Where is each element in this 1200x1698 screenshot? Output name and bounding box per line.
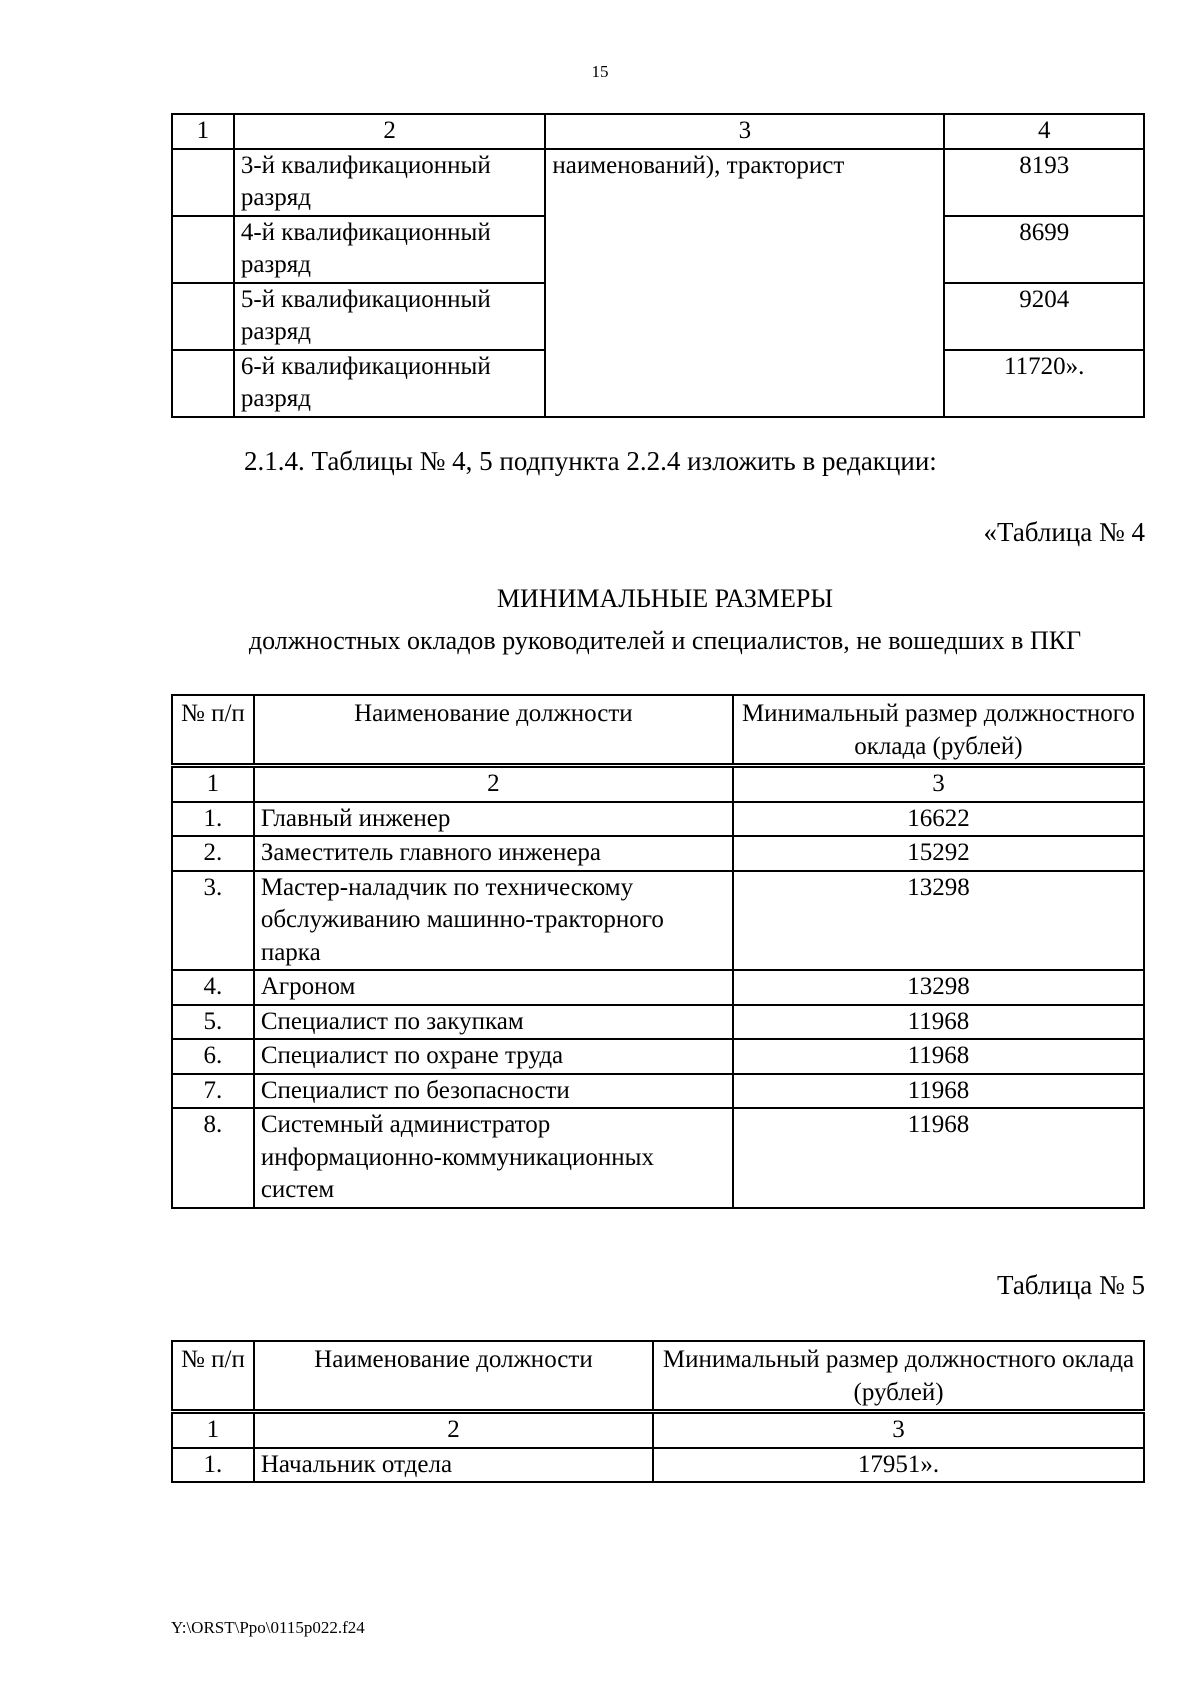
table-row bbox=[172, 970, 1144, 1005]
salary-amount: 13298 bbox=[733, 871, 1144, 971]
salary-amount: 11968 bbox=[733, 1074, 1144, 1109]
position-name: Начальник отдела bbox=[254, 1448, 653, 1483]
column-numbers-row bbox=[172, 1412, 1144, 1448]
column-number: 1 bbox=[172, 766, 254, 802]
position-name: Заместитель главного инженера bbox=[254, 836, 733, 871]
table-row bbox=[172, 1005, 1144, 1040]
row-number: 4. bbox=[172, 970, 254, 1005]
table-5-minimum-salaries bbox=[171, 1340, 1145, 1483]
header-number: № п/п bbox=[172, 695, 254, 766]
column-number: 1 bbox=[172, 114, 234, 149]
salary-amount: 8193 bbox=[944, 149, 1144, 216]
position-name: Мастер-наладчик по техническому обслуживанию машинно-тракторного парка bbox=[254, 871, 733, 971]
row-number: 6. bbox=[172, 1039, 254, 1074]
salary-amount: 9204 bbox=[944, 283, 1144, 350]
table-row bbox=[172, 149, 1144, 216]
column-number: 1 bbox=[172, 1412, 254, 1448]
table-row bbox=[172, 1039, 1144, 1074]
table-row bbox=[172, 1074, 1144, 1109]
row-number: 8. bbox=[172, 1108, 254, 1208]
header-number: № п/п bbox=[172, 1341, 254, 1412]
row-number-cell bbox=[172, 350, 234, 417]
occupation-continuation: наименований), тракторист bbox=[545, 149, 944, 417]
row-number: 1. bbox=[172, 802, 254, 837]
qualification-level: 5-й квалификационный разряд bbox=[234, 283, 546, 350]
position-name: Специалист по безопасности bbox=[254, 1074, 733, 1109]
column-numbers-row bbox=[172, 766, 1144, 802]
column-number: 4 bbox=[944, 114, 1144, 149]
table-4-label: «Таблица № 4 bbox=[983, 517, 1145, 547]
column-number: 2 bbox=[254, 1412, 653, 1448]
salary-amount: 8699 bbox=[944, 216, 1144, 283]
salary-amount: 11720». bbox=[944, 350, 1144, 417]
row-number-cell bbox=[172, 283, 234, 350]
header-position-name: Наименование должности bbox=[254, 695, 733, 766]
column-number: 3 bbox=[733, 766, 1144, 802]
row-number: 5. bbox=[172, 1005, 254, 1040]
qualification-level: 3-й квалификационный разряд bbox=[234, 149, 546, 216]
table-row bbox=[172, 802, 1144, 837]
salary-amount: 11968 bbox=[733, 1005, 1144, 1040]
position-name: Системный администратор информационно-коммуникационных систем bbox=[254, 1108, 733, 1208]
table-row bbox=[172, 836, 1144, 871]
amendment-paragraph: 2.1.4. Таблицы № 4, 5 подпункта 2.2.4 изложить в редакции: bbox=[244, 446, 937, 476]
row-number: 1. bbox=[172, 1448, 254, 1483]
continued-salary-table bbox=[171, 113, 1145, 418]
column-number: 3 bbox=[653, 1412, 1144, 1448]
table-row bbox=[172, 871, 1144, 971]
table-header-row bbox=[172, 695, 1144, 766]
salary-amount: 17951». bbox=[653, 1448, 1144, 1483]
table-row bbox=[172, 1448, 1144, 1483]
table-5-label: Таблица № 5 bbox=[997, 1270, 1145, 1300]
salary-amount: 16622 bbox=[733, 802, 1144, 837]
position-name: Главный инженер bbox=[254, 802, 733, 837]
qualification-level: 6-й квалификационный разряд bbox=[234, 350, 546, 417]
salary-amount: 15292 bbox=[733, 836, 1144, 871]
salary-amount: 11968 bbox=[733, 1039, 1144, 1074]
column-number: 3 bbox=[545, 114, 944, 149]
table-header-row bbox=[172, 114, 1144, 149]
row-number: 2. bbox=[172, 836, 254, 871]
position-name: Специалист по охране труда bbox=[254, 1039, 733, 1074]
header-salary: Минимальный размер должностного оклада (рублей) bbox=[733, 695, 1144, 766]
salary-amount: 13298 bbox=[733, 970, 1144, 1005]
row-number-cell bbox=[172, 149, 234, 216]
table-row bbox=[172, 1108, 1144, 1208]
header-salary: Минимальный размер должностного оклада (рублей) bbox=[653, 1341, 1144, 1412]
header-position-name: Наименование должности bbox=[254, 1341, 653, 1412]
row-number: 7. bbox=[172, 1074, 254, 1109]
position-name: Агроном bbox=[254, 970, 733, 1005]
row-number-cell bbox=[172, 216, 234, 283]
table-header-row bbox=[172, 1341, 1144, 1412]
row-number: 3. bbox=[172, 871, 254, 971]
column-number: 2 bbox=[254, 766, 733, 802]
position-name: Специалист по закупкам bbox=[254, 1005, 733, 1040]
file-path-footer: Y:\ORST\Ppo\0115p022.f24 bbox=[171, 1618, 365, 1637]
table-4-minimum-salaries bbox=[171, 694, 1145, 1209]
table-4-subtitle: должностных окладов руководителей и специалистов, не вошедших в ПКГ bbox=[248, 626, 1082, 655]
table-4-title: МИНИМАЛЬНЫЕ РАЗМЕРЫ bbox=[496, 584, 834, 613]
page-number: 15 bbox=[591, 62, 609, 81]
salary-amount: 11968 bbox=[733, 1108, 1144, 1208]
column-number: 2 bbox=[234, 114, 546, 149]
qualification-level: 4-й квалификационный разряд bbox=[234, 216, 546, 283]
